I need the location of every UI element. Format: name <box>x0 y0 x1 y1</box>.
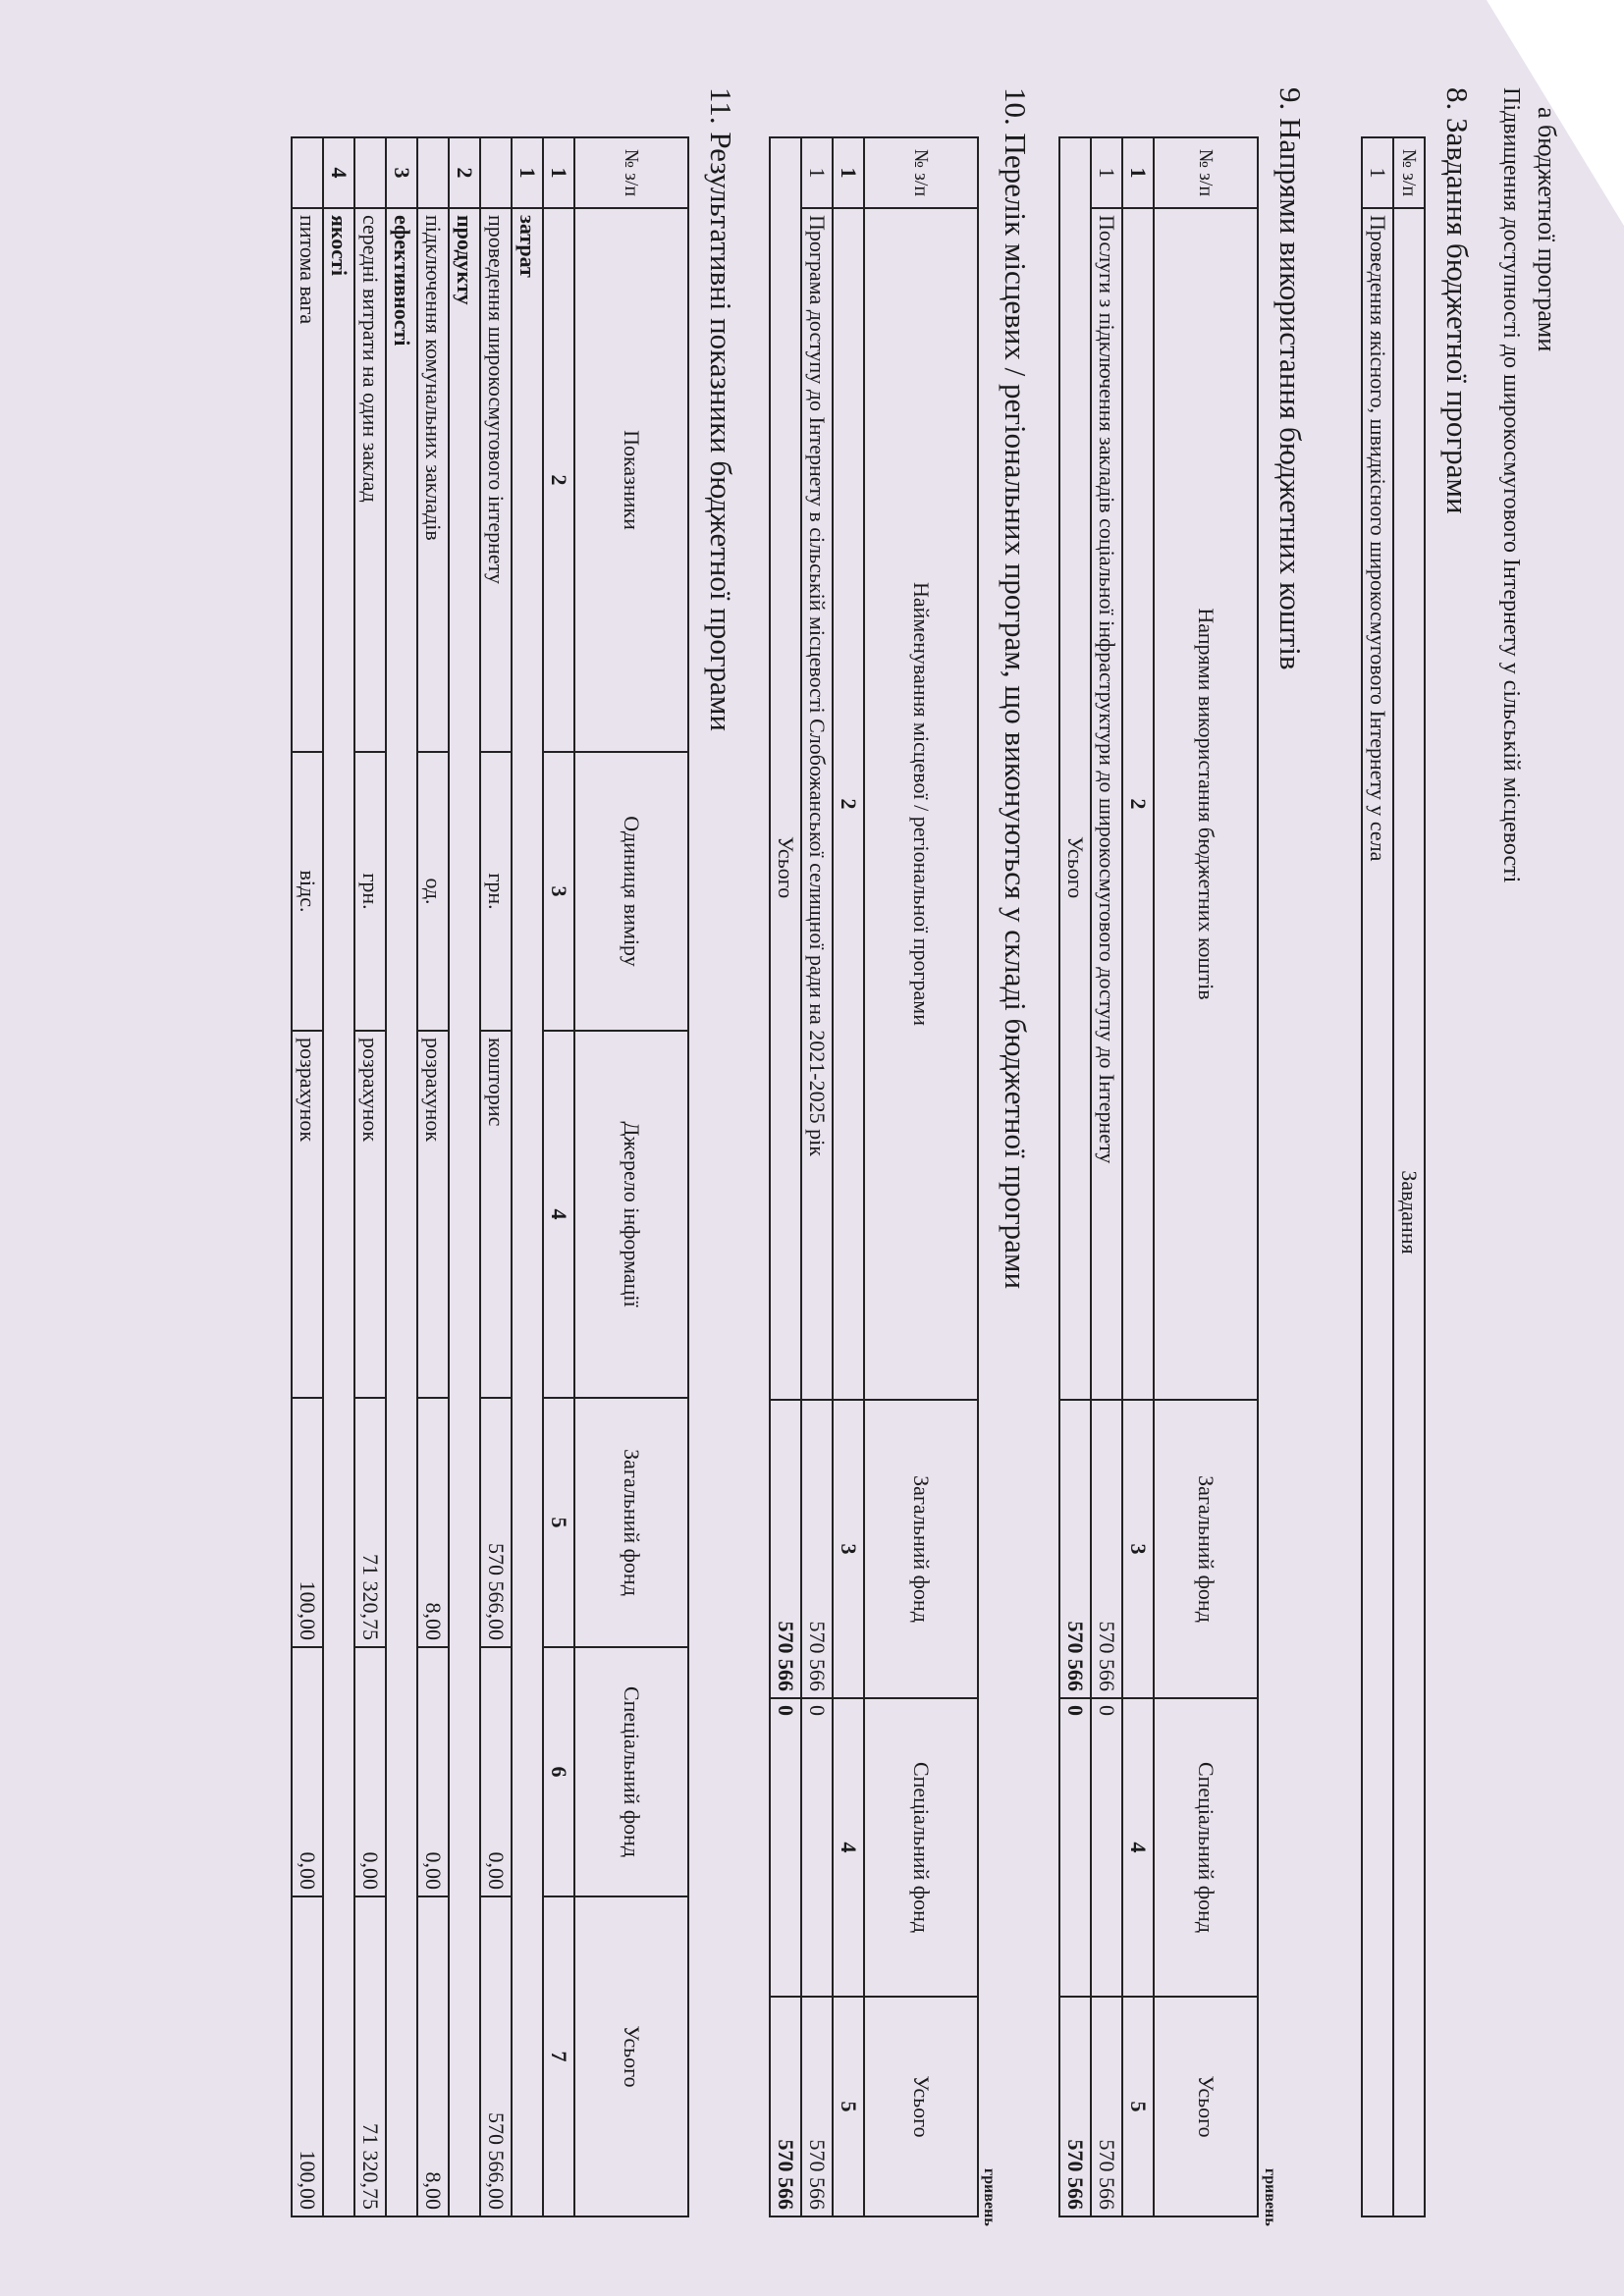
col-num: 5 <box>1122 1997 1154 2216</box>
total-row <box>770 137 801 2216</box>
total-sum: 570 566 <box>770 1997 801 2216</box>
group-num: 4 <box>323 137 354 208</box>
row-unit: відс. <box>292 752 323 1031</box>
col-num: 6 <box>543 1647 574 1896</box>
row-general-fund: 570 566 <box>1091 1400 1122 1698</box>
group-title: якості <box>323 208 354 2216</box>
row-direction: Послуги з підключення закладів соціальної інфраструктури до широкосмугового доступу до Інтернету <box>1091 208 1122 1400</box>
header-num: № з/п <box>1393 137 1425 208</box>
group-title: ефективності <box>386 208 417 2216</box>
row-unit: грн. <box>354 752 386 1031</box>
row-special-fund: 0,00 <box>480 1647 512 1896</box>
col-num: 3 <box>1122 1400 1154 1698</box>
row-total: 71 320,75 <box>354 1896 386 2216</box>
row-general-fund: 100,00 <box>292 1398 323 1647</box>
column-number-row <box>543 137 574 2216</box>
row-special-fund: 0 <box>801 1698 833 1997</box>
row-total: 100,00 <box>292 1896 323 2216</box>
group-num: 2 <box>449 137 480 208</box>
header-program-name: Найменування місцевої / регіональної програми <box>864 208 978 1400</box>
row-total: 570 566,00 <box>480 1896 512 2216</box>
group-num: 1 <box>512 137 543 208</box>
section-11-title: 11. Результативні показники бюджетної програми <box>704 87 738 732</box>
header-indicator: Показники <box>574 208 688 752</box>
total-row <box>1059 137 1091 2216</box>
group-row <box>449 137 480 2216</box>
row-general-fund: 570 566,00 <box>480 1398 512 1647</box>
header-num: № з/п <box>574 137 688 208</box>
table-header-row <box>1393 137 1425 2216</box>
tasks-table <box>1361 136 1426 2217</box>
row-source: розрахунок <box>292 1031 323 1398</box>
header-special-fund: Спеціальний фонд <box>574 1647 688 1896</box>
group-row <box>386 137 417 2216</box>
row-indicator: середні витрати на один заклад <box>354 208 386 752</box>
table-row <box>1362 137 1393 2216</box>
group-row <box>323 137 354 2216</box>
col-num: 2 <box>833 208 864 1400</box>
header-general-fund: Загальний фонд <box>574 1398 688 1647</box>
row-special-fund: 0,00 <box>354 1647 386 1896</box>
row-general-fund: 71 320,75 <box>354 1398 386 1647</box>
section-10-title: 10. Перелік місцевих / регіональних програм, що виконуються у складі бюджетної програми <box>999 87 1033 1290</box>
total-general-fund: 570 566 <box>770 1400 801 1698</box>
table-header-row <box>574 137 688 2216</box>
row-indicator: питома вага <box>292 208 323 752</box>
currency-unit-10: гривень <box>981 2168 998 2226</box>
header-total: Усього <box>574 1896 688 2216</box>
header-general-fund: Загальний фонд <box>864 1400 978 1698</box>
header-unit: Одиниця виміру <box>574 752 688 1031</box>
col-num: 4 <box>1122 1698 1154 1997</box>
total-special-fund: 0 <box>770 1698 801 1997</box>
row-source: розрахунок <box>354 1031 386 1398</box>
table-row <box>292 137 323 2216</box>
row-program-name: Програма доступу до Інтернету в сільській місцевості Слобожанської селищної ради на 2021-2025 рік <box>801 208 833 1400</box>
group-title: продукту <box>449 208 480 2216</box>
table-row <box>480 137 512 2216</box>
document-page <box>41 19 1583 2276</box>
program-goal-text: Підвищення доступності до широкосмугового Інтернету у сільській місцевості <box>1498 87 1524 883</box>
header-direction: Напрями використання бюджетних коштів <box>1154 208 1258 1400</box>
total-special-fund: 0 <box>1059 1698 1091 1997</box>
row-task: Проведення якісного, швидкісного широкосмугового Інтернету у села <box>1362 208 1393 2216</box>
total-general-fund: 570 566 <box>1059 1400 1091 1698</box>
row-total: 570 566 <box>1091 1997 1122 2216</box>
performance-indicators-table <box>291 136 689 2217</box>
col-num: 5 <box>833 1997 864 2216</box>
total-label: Усього <box>770 208 801 1400</box>
total-label: Усього <box>1059 208 1091 1400</box>
row-general-fund: 8,00 <box>417 1398 449 1647</box>
column-number-row <box>1122 137 1154 2216</box>
row-general-fund: 570 566 <box>801 1400 833 1698</box>
header-special-fund: Спеціальний фонд <box>1154 1698 1258 1997</box>
total-sum: 570 566 <box>1059 1997 1091 2216</box>
row-source: кошторис <box>480 1031 512 1398</box>
table-header-row <box>1154 137 1258 2216</box>
col-num: 3 <box>833 1400 864 1698</box>
column-number-row <box>833 137 864 2216</box>
row-indicator: проведення широкосмугового інтернету <box>480 208 512 752</box>
col-num: 2 <box>543 208 574 752</box>
header-general-fund: Загальний фонд <box>1154 1400 1258 1698</box>
group-title: затрат <box>512 208 543 2216</box>
col-num: 1 <box>1122 137 1154 208</box>
row-unit: од. <box>417 752 449 1031</box>
budget-directions-table <box>1058 136 1259 2217</box>
table-row <box>354 137 386 2216</box>
col-num: 2 <box>1122 208 1154 1400</box>
col-num: 5 <box>543 1398 574 1647</box>
section-9-title: 9. Напрями використання бюджетних коштів <box>1273 87 1308 670</box>
header-num: № з/п <box>864 137 978 208</box>
col-num: 1 <box>543 137 574 208</box>
header-num: № з/п <box>1154 137 1258 208</box>
page-header-fragment: а бюджетної програми <box>1533 107 1561 352</box>
row-special-fund: 0 <box>1091 1698 1122 1997</box>
row-num: 1 <box>801 137 833 208</box>
rotated-document <box>41 19 1583 2276</box>
row-unit: грн. <box>480 752 512 1031</box>
row-num: 1 <box>1091 137 1122 208</box>
row-total: 8,00 <box>417 1896 449 2216</box>
col-num: 3 <box>543 752 574 1031</box>
section-8-title: 8. Завдання бюджетної програми <box>1440 87 1475 514</box>
table-row <box>1091 137 1122 2216</box>
local-programs-table <box>769 136 979 2217</box>
row-special-fund: 0,00 <box>417 1647 449 1896</box>
col-num: 7 <box>543 1896 574 2216</box>
table-header-row <box>864 137 978 2216</box>
row-indicator: підключення комунальних закладів <box>417 208 449 752</box>
col-num: 4 <box>833 1698 864 1997</box>
row-special-fund: 0,00 <box>292 1647 323 1896</box>
col-num: 1 <box>833 137 864 208</box>
header-total: Усього <box>1154 1997 1258 2216</box>
header-source: Джерело інформації <box>574 1031 688 1398</box>
currency-unit-9: гривень <box>1262 2168 1278 2226</box>
header-special-fund: Спеціальний фонд <box>864 1698 978 1997</box>
table-row <box>801 137 833 2216</box>
col-num: 4 <box>543 1031 574 1398</box>
header-task: Завдання <box>1393 208 1425 2216</box>
row-source: розрахунок <box>417 1031 449 1398</box>
group-row <box>512 137 543 2216</box>
header-total: Усього <box>864 1997 978 2216</box>
row-num: 1 <box>1362 137 1393 208</box>
group-num: 3 <box>386 137 417 208</box>
row-total: 570 566 <box>801 1997 833 2216</box>
table-row <box>417 137 449 2216</box>
